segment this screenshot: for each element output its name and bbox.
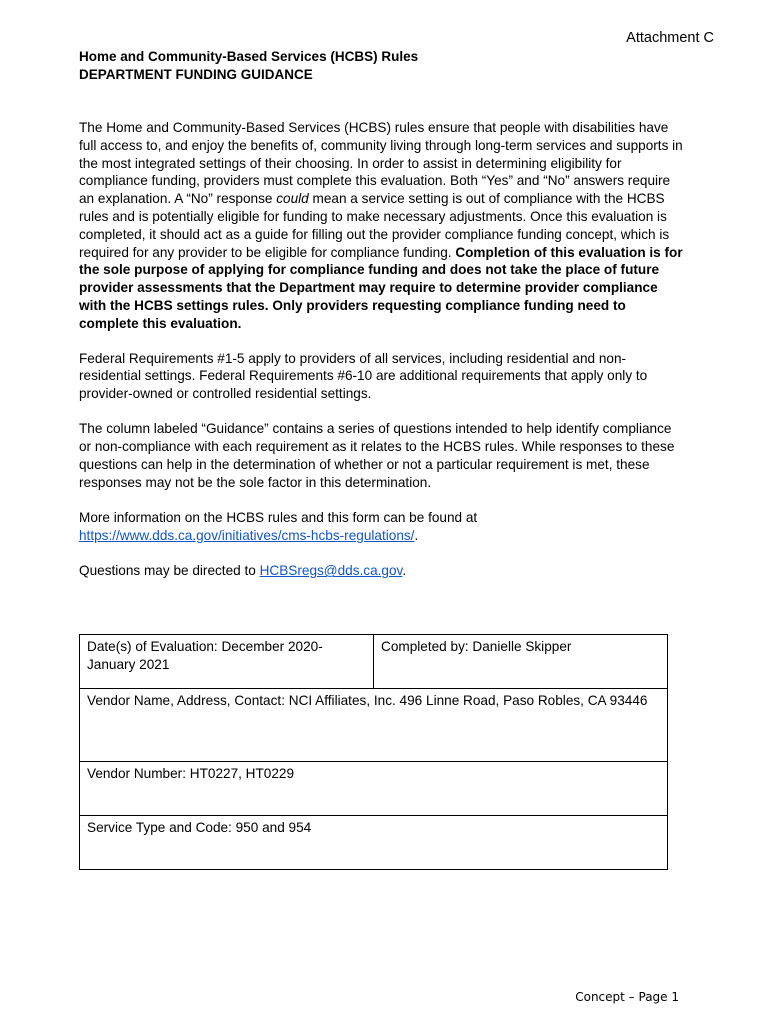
evaluation-info-table — [79, 634, 668, 870]
vendor-name-cell: Vendor Name, Address, Contact: NCI Affiliates, Inc. 496 Linne Road, Paso Robles, CA 93446 — [80, 689, 668, 762]
vendor-number-cell: Vendor Number: HT0227, HT0229 — [80, 762, 668, 816]
evaluation-dates-cell: Date(s) of Evaluation: December 2020-January 2021 — [80, 635, 374, 689]
title-line-1: Home and Community-Based Services (HCBS) Rules — [79, 49, 419, 64]
federal-requirements-paragraph: Federal Requirements #1-5 apply to providers of all services, including residential and non-residential settings. Federal Requirements #6-10 are additional requirements that apply only to provider-owned or controlled residential settings. — [79, 350, 648, 402]
document-title — [79, 48, 418, 84]
completed-by-cell: Completed by: Danielle Skipper — [374, 635, 668, 689]
intro-paragraph — [79, 119, 687, 333]
table-row — [80, 689, 668, 762]
page-footer: Concept – Page 1 — [575, 990, 679, 1004]
questions-text: Questions may be directed to — [79, 563, 260, 579]
intro-text-2: mean a service setting is out of compliance with the HCBS rules and is potentially eligible for funding to make necessary adjustments. Once this evaluation is completed, it should act as a guide for filling out the provider compliance funding concept, which is required for any provider to be eligible for compliance funding. — [79, 191, 670, 260]
service-type-cell: Service Type and Code: 950 and 954 — [80, 816, 668, 870]
questions-period: . — [402, 563, 407, 579]
questions-paragraph — [79, 562, 687, 580]
table-row — [80, 635, 668, 689]
more-info-paragraph — [79, 509, 687, 545]
document-body — [79, 119, 687, 598]
attachment-label: Attachment C — [626, 30, 714, 46]
intro-italic-word: could — [276, 191, 309, 207]
hcbs-regulations-link[interactable]: https://www.dds.ca.gov/initiatives/cms-hcbs-regulations/ — [79, 527, 415, 543]
intro-bold-statement: Completion of this evaluation is for the sole purpose of applying for compliance funding and does not take the place of future provider assessments that the Department may require to determine provider compliance with the HCBS settings rules. Only providers requesting compliance funding need to complete this evaluation. — [79, 244, 683, 331]
intro-text-1: The Home and Community-Based Services (HCBS) rules ensure that people with disabilities have full access to, and enjoy the benefits of, community living through long-term services and supports in the most integrated settings of their choosing. In order to assist in determining eligibility for compliance funding, providers must complete this evaluation. Both “Yes” and “No” answers require an explanation. A “No” response — [79, 120, 683, 207]
table-row — [80, 816, 668, 870]
more-info-period: . — [414, 527, 419, 543]
title-line-2: DEPARTMENT FUNDING GUIDANCE — [79, 67, 313, 82]
hcbs-email-link[interactable]: HCBSregs@dds.ca.gov — [259, 563, 403, 579]
table-row — [80, 762, 668, 816]
guidance-paragraph: The column labeled “Guidance” contains a series of questions intended to help identify compliance or non-compliance with each requirement as it relates to the HCBS rules. While responses to these questions can help in the determination of whether or not a particular requirement is met, these responses may not be the sole factor in this determination. — [79, 421, 675, 490]
more-info-text: More information on the HCBS rules and this form can be found at — [79, 510, 478, 526]
